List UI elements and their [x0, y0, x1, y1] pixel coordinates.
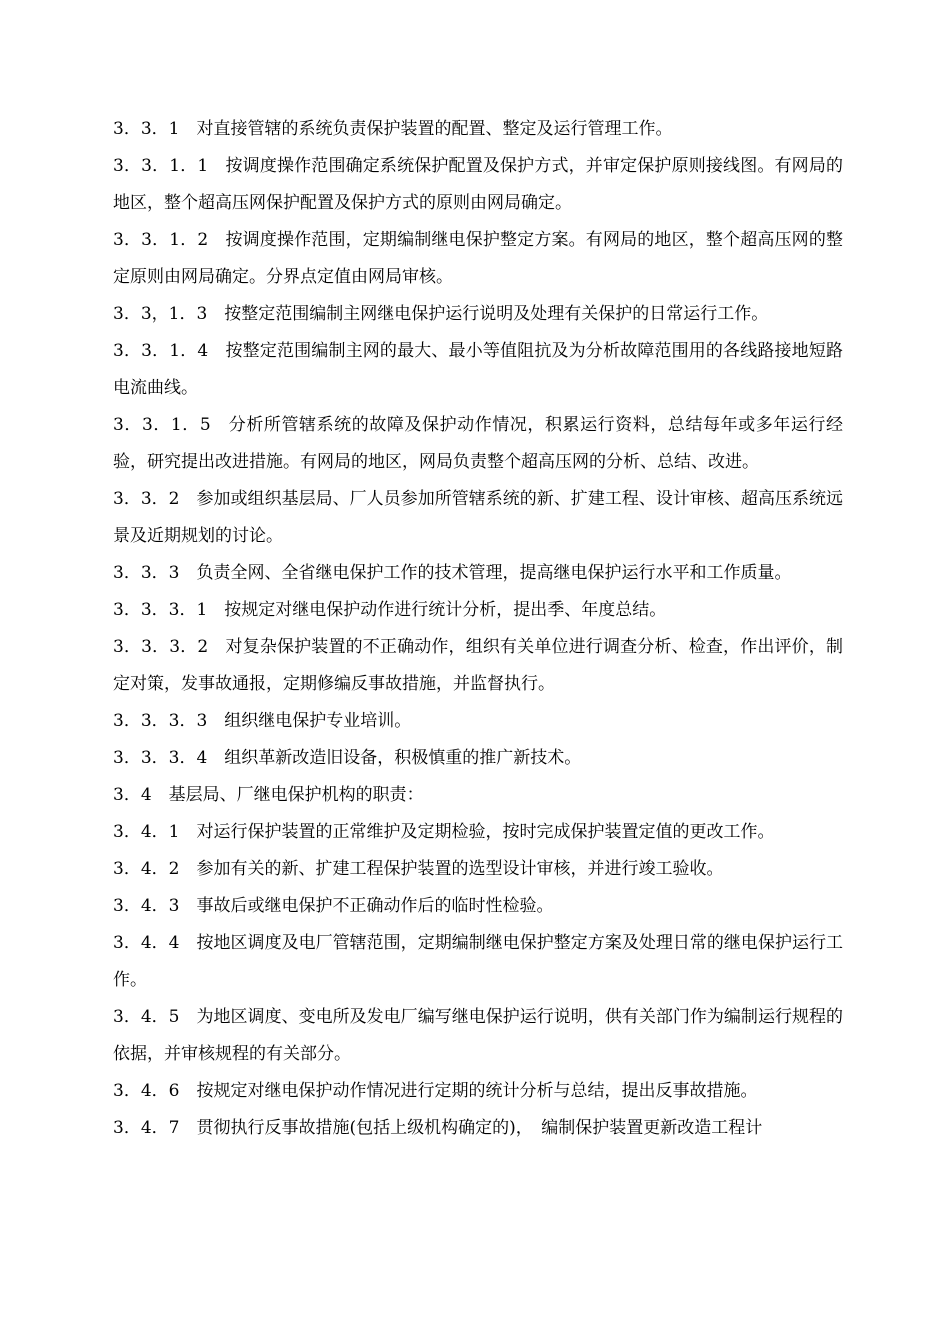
clause-3-3-1: 3．3．1 对直接管辖的系统负责保护装置的配置、整定及运行管理工作。 [113, 119, 673, 139]
clause-3-3-1-2: 3．3．1．2 按调度操作范围，定期编制继电保护整定方案。有网局的地区，整个超高压网的整定原则由网局确定。分界点定值由网局审核。 [113, 230, 843, 287]
clause-3-3-3-4: 3．3．3．4 组织革新改造旧设备，积极慎重的推广新技术。 [113, 748, 582, 768]
clause-3-3-3-2: 3．3．3．2 对复杂保护装置的不正确动作，组织有关单位进行调查分析、检查，作出评价，制定对策，发事故通报，定期修编反事故措施，并监督执行。 [113, 637, 843, 694]
document-page [113, 111, 843, 1147]
clause-3-3-1-4: 3．3．1．4 按整定范围编制主网的最大、最小等值阻抗及为分析故障范围用的各线路接地短路电流曲线。 [113, 341, 843, 398]
clause-3-3-1-3: 3．3，1．3 按整定范围编制主网继电保护运行说明及处理有关保护的日常运行工作。 [113, 304, 769, 324]
clause-3-4-3: 3．4．3 事故后或继电保护不正确动作后的临时性检验。 [113, 896, 554, 916]
clause-3-4-2: 3．4．2 参加有关的新、扩建工程保护装置的选型设计审核，并进行竣工验收。 [113, 859, 724, 879]
clause-3-3-3: 3．3．3 负责全网、全省继电保护工作的技术管理，提高继电保护运行水平和工作质量。 [113, 563, 792, 583]
clause-3-4-5: 3．4．5 为地区调度、变电所及发电厂编写继电保护运行说明，供有关部门作为编制运行规程的依据，并审核规程的有关部分。 [113, 1007, 843, 1064]
clause-3-3-1-5: 3．3．1．5 分析所管辖系统的故障及保护动作情况，积累运行资料，总结每年或多年运行经验，研究提出改进措施。有网局的地区，网局负责整个超高压网的分析、总结、改进。 [113, 415, 843, 472]
clause-3-4-4: 3．4．4 按地区调度及电厂管辖范围，定期编制继电保护整定方案及处理日常的继电保护运行工作。 [113, 933, 843, 990]
clause-3-4-1: 3．4．1 对运行保护装置的正常维护及定期检验，按时完成保护装置定值的更改工作。 [113, 822, 775, 842]
section-heading-3-4: 3．4 基层局、厂继电保护机构的职责： [113, 785, 424, 805]
clause-3-3-2: 3．3．2 参加或组织基层局、厂人员参加所管辖系统的新、扩建工程、设计审核、超高压系统远景及近期规划的讨论。 [113, 489, 843, 546]
clause-3-3-3-1: 3．3．3．1 按规定对继电保护动作进行统计分析，提出季、年度总结。 [113, 600, 667, 620]
clause-3-3-3-3: 3．3．3．3 组织继电保护专业培训。 [113, 711, 412, 731]
clause-3-4-6: 3．4．6 按规定对继电保护动作情况进行定期的统计分析与总结，提出反事故措施。 [113, 1081, 758, 1101]
clause-3-4-7: 3．4．7 贯彻执行反事故措施(包括上级机构确定的)， 编制保护装置更新改造工程计 [113, 1118, 763, 1138]
clause-3-3-1-1: 3．3．1．1 按调度操作范围确定系统保护配置及保护方式，并审定保护原则接线图。有网局的地区，整个超高压网保护配置及保护方式的原则由网局确定。 [113, 156, 843, 213]
